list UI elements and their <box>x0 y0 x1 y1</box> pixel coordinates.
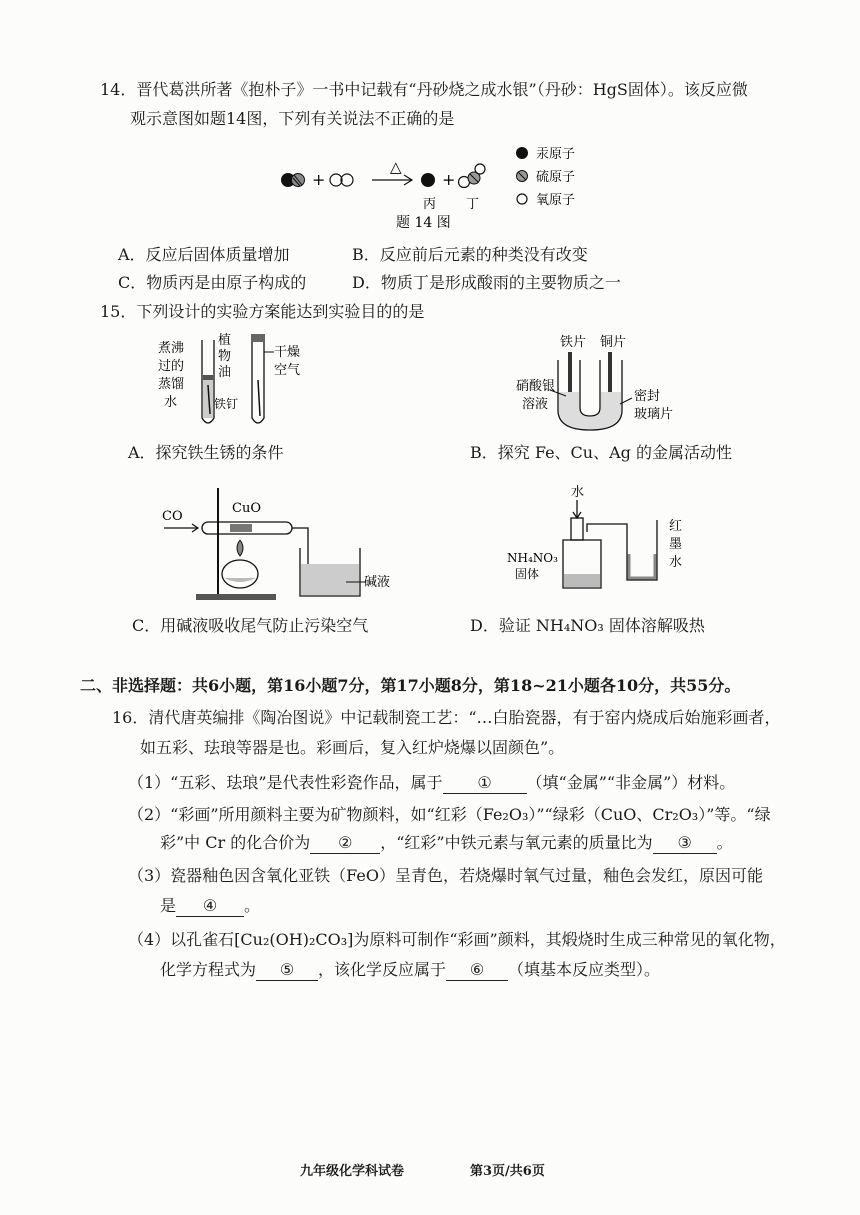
hg-atom-icon <box>421 173 435 187</box>
answer-blank-5[interactable]: ⑤ <box>256 960 318 981</box>
figure-b-activity-experiment <box>510 330 690 440</box>
q16-stem-line1: 16．清代唐英编排《陶冶图说》中记载制瓷工艺：“…白胎瓷器，有于窑内烧成后始施彩画者， <box>112 708 781 727</box>
q14-stem-line1: 14．晋代葛洪所著《抱朴子》一书中记载有“丹砂烧之成水银”（丹砂：HgS固体）。该反应微 <box>100 80 748 99</box>
figure-a-rust-experiment <box>150 330 320 435</box>
legend-o-icon <box>517 194 527 204</box>
q14-option-d: D．物质丁是形成酸雨的主要物质之一 <box>352 273 621 292</box>
svg-text:硝酸银: 硝酸银 <box>516 379 556 394</box>
q14-reaction-diagram <box>260 138 620 238</box>
svg-text:碱液: 碱液 <box>364 575 390 590</box>
label-ding: 丁 <box>466 197 480 212</box>
legend-o-label: 氧原子 <box>536 193 576 208</box>
hgs-molecule-icon <box>281 173 305 187</box>
svg-text:过的: 过的 <box>158 359 185 374</box>
connecting-tube <box>587 520 657 580</box>
legend-hg-label: 汞原子 <box>536 147 576 162</box>
q14-stem-line2: 观示意图如题14图，下列有关说法不正确的是 <box>130 109 455 128</box>
plus-sign: + <box>312 170 326 189</box>
svg-text:玻璃片: 玻璃片 <box>634 407 674 422</box>
q14-option-a: A．反应后固体质量增加 <box>118 245 290 264</box>
svg-text:植: 植 <box>218 333 232 348</box>
stopper <box>251 334 265 342</box>
svg-text:铁钉: 铁钉 <box>214 397 239 411</box>
svg-text:红: 红 <box>669 519 683 534</box>
legend-hg-icon <box>516 147 528 159</box>
figure-c-co-reduction <box>160 478 390 610</box>
footer-subject: 九年级化学科试卷 <box>300 1164 405 1179</box>
svg-text:固体: 固体 <box>515 567 540 581</box>
footer-page-number: 第3页/共6页 <box>470 1164 545 1179</box>
figure-caption-14: 题 14 图 <box>396 215 451 231</box>
alcohol-lamp <box>222 560 258 588</box>
svg-text:蒸馏: 蒸馏 <box>158 377 185 392</box>
svg-text:物: 物 <box>218 349 232 364</box>
q16-part3-line2: 是 ④ 。 <box>160 896 261 915</box>
flame-icon <box>237 540 243 556</box>
figure-d-dissolution <box>505 480 705 600</box>
svg-text:空气: 空气 <box>274 363 301 378</box>
svg-text:水: 水 <box>669 555 683 570</box>
plus-sign-2: + <box>442 170 456 189</box>
q15-option-b: B．探究 Fe、Cu、Ag 的金属活动性 <box>470 443 732 462</box>
answer-blank-6[interactable]: ⑥ <box>446 960 508 981</box>
q14-option-b: B．反应前后元素的种类没有改变 <box>352 245 588 264</box>
svg-text:铜片: 铜片 <box>600 335 627 350</box>
svg-text:溶液: 溶液 <box>522 397 549 412</box>
dropper <box>571 518 583 540</box>
q16-part2-line2: 彩”中 Cr 的化合价为 ② ，“红彩”中铁元素与氧元素的质量比为 ③ 。 <box>160 833 733 852</box>
so2-molecule-icon <box>459 164 486 188</box>
svg-text:CuO: CuO <box>232 501 261 516</box>
q16-part2-line1: （2）“彩画”所用颜料主要为矿物颜料，如“红彩（Fe₂O₃）”“绿彩（CuO、Cr₂O₃）”等。“绿 <box>128 805 771 824</box>
answer-blank-2[interactable]: ② <box>310 833 380 854</box>
svg-text:油: 油 <box>218 365 232 380</box>
q16-part4-line2: 化学方程式为 ⑤ ，该化学反应属于 ⑥ （填基本反应类型）。 <box>160 960 661 979</box>
answer-blank-1[interactable]: ① <box>443 773 527 794</box>
q16-part3-line1: （3）瓷器釉色因含氧化亚铁（FeO）呈青色，若烧爆时氧气过量，釉色会发红，原因可能 <box>128 866 763 885</box>
svg-text:水: 水 <box>571 485 585 500</box>
q16-part1: （1）“五彩、珐琅”是代表性彩瓷作品，属于 ① （填“金属”“非金属”）材料。 <box>128 773 736 792</box>
svg-text:煮沸: 煮沸 <box>158 341 185 356</box>
q15-option-d: D．验证 NH₄NO₃ 固体溶解吸热 <box>470 616 705 635</box>
q16-stem-line2: 如五彩、珐琅等器是也。彩画后，复入红炉烧爆以固颜色”。 <box>140 738 565 757</box>
svg-text:铁片: 铁片 <box>560 335 587 350</box>
answer-blank-4[interactable]: ④ <box>176 896 244 917</box>
svg-text:干燥: 干燥 <box>274 345 301 360</box>
heat-symbol: △ <box>390 158 402 176</box>
q15-option-a: A．探究铁生锈的条件 <box>128 443 284 462</box>
svg-text:水: 水 <box>164 395 178 410</box>
q16-part4-line1: （4）以孔雀石[Cu₂(OH)₂CO₃]为原料可制作“彩画”颜料，其煅烧时生成三种常见的氧化物， <box>128 930 786 949</box>
section-2-header: 二、非选择题：共6小题，第16小题7分，第17小题8分，第18~21小题各10分，共55分。 <box>80 676 741 695</box>
o2-molecule-icon <box>330 174 353 186</box>
q15-option-c: C．用碱液吸收尾气防止污染空气 <box>132 616 369 635</box>
svg-text:CO: CO <box>162 509 183 524</box>
svg-text:墨: 墨 <box>669 537 683 552</box>
answer-blank-3[interactable]: ③ <box>653 833 717 854</box>
legend-s-label: 硫原子 <box>536 170 576 185</box>
svg-text:NH₄NO₃: NH₄NO₃ <box>507 551 558 565</box>
legend <box>516 147 575 208</box>
label-bing: 丙 <box>423 197 437 212</box>
svg-text:密封: 密封 <box>634 389 661 404</box>
q15-stem: 15．下列设计的实验方案能达到实验目的的是 <box>100 302 425 321</box>
q14-option-c: C．物质丙是由原子构成的 <box>118 273 307 292</box>
